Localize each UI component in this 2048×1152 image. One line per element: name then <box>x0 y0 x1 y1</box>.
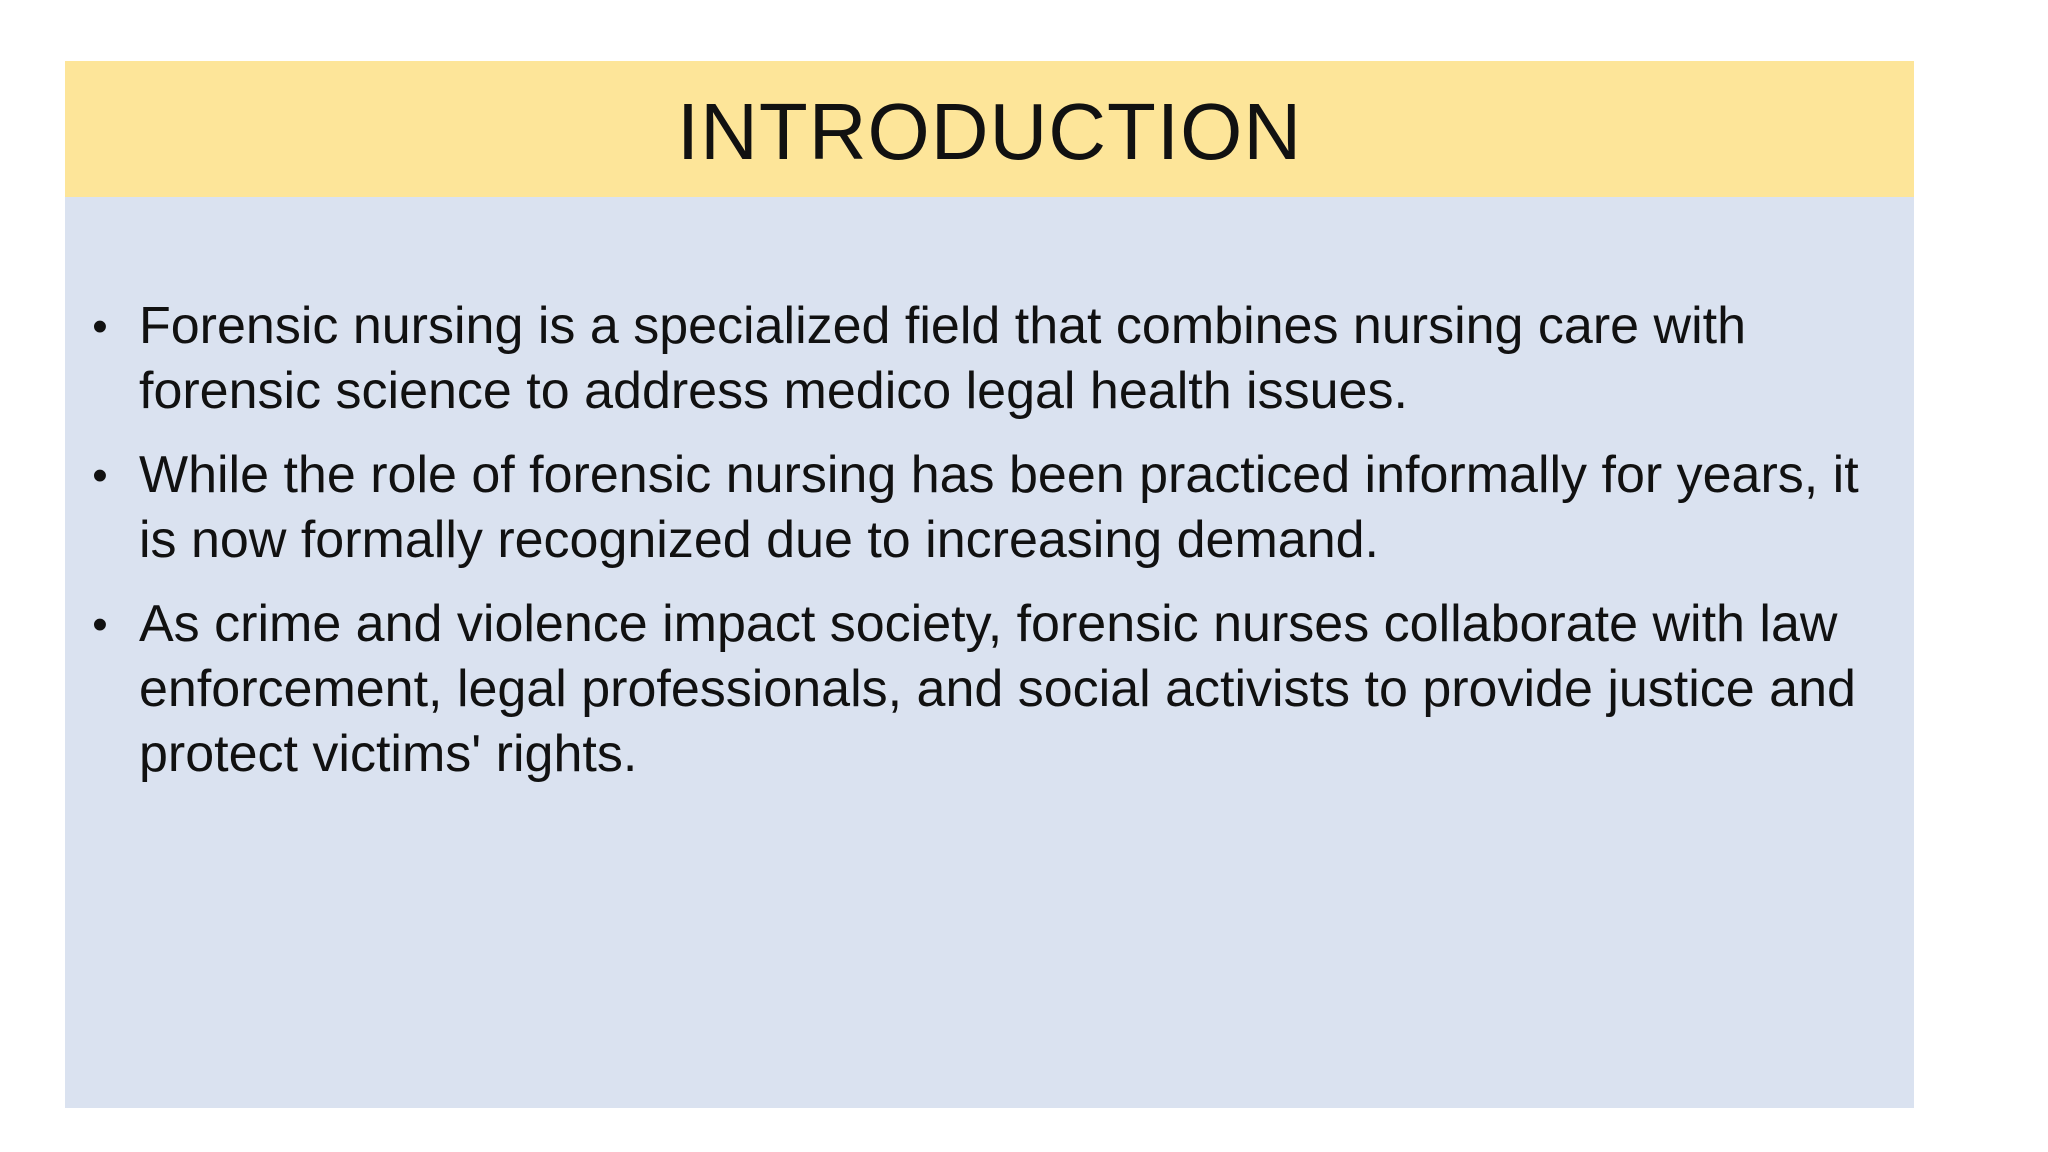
bullet-item <box>85 294 1885 424</box>
bullet-text: Forensic nursing is a specialized field that combines nursing care with forensic science to address medico legal health issues. <box>139 297 1746 420</box>
bullet-item <box>85 443 1885 573</box>
slide <box>65 61 1914 1108</box>
bullet-text: While the role of forensic nursing has been practiced informally for years, it is now formally recognized due to increasing demand. <box>139 446 1859 569</box>
bullet-point-icon: • <box>92 302 108 351</box>
bullet-point-icon: • <box>92 451 108 500</box>
slide-title: INTRODUCTION <box>676 87 1303 176</box>
bullet-text: As crime and violence impact society, forensic nurses collaborate with law enforcement, legal professionals, and social activists to provide justice and protect victims' rights. <box>139 595 1856 783</box>
bullet-point-icon: • <box>92 600 108 649</box>
title-bar <box>65 61 1914 197</box>
bullet-list <box>85 294 1885 806</box>
bullet-item <box>85 592 1885 787</box>
